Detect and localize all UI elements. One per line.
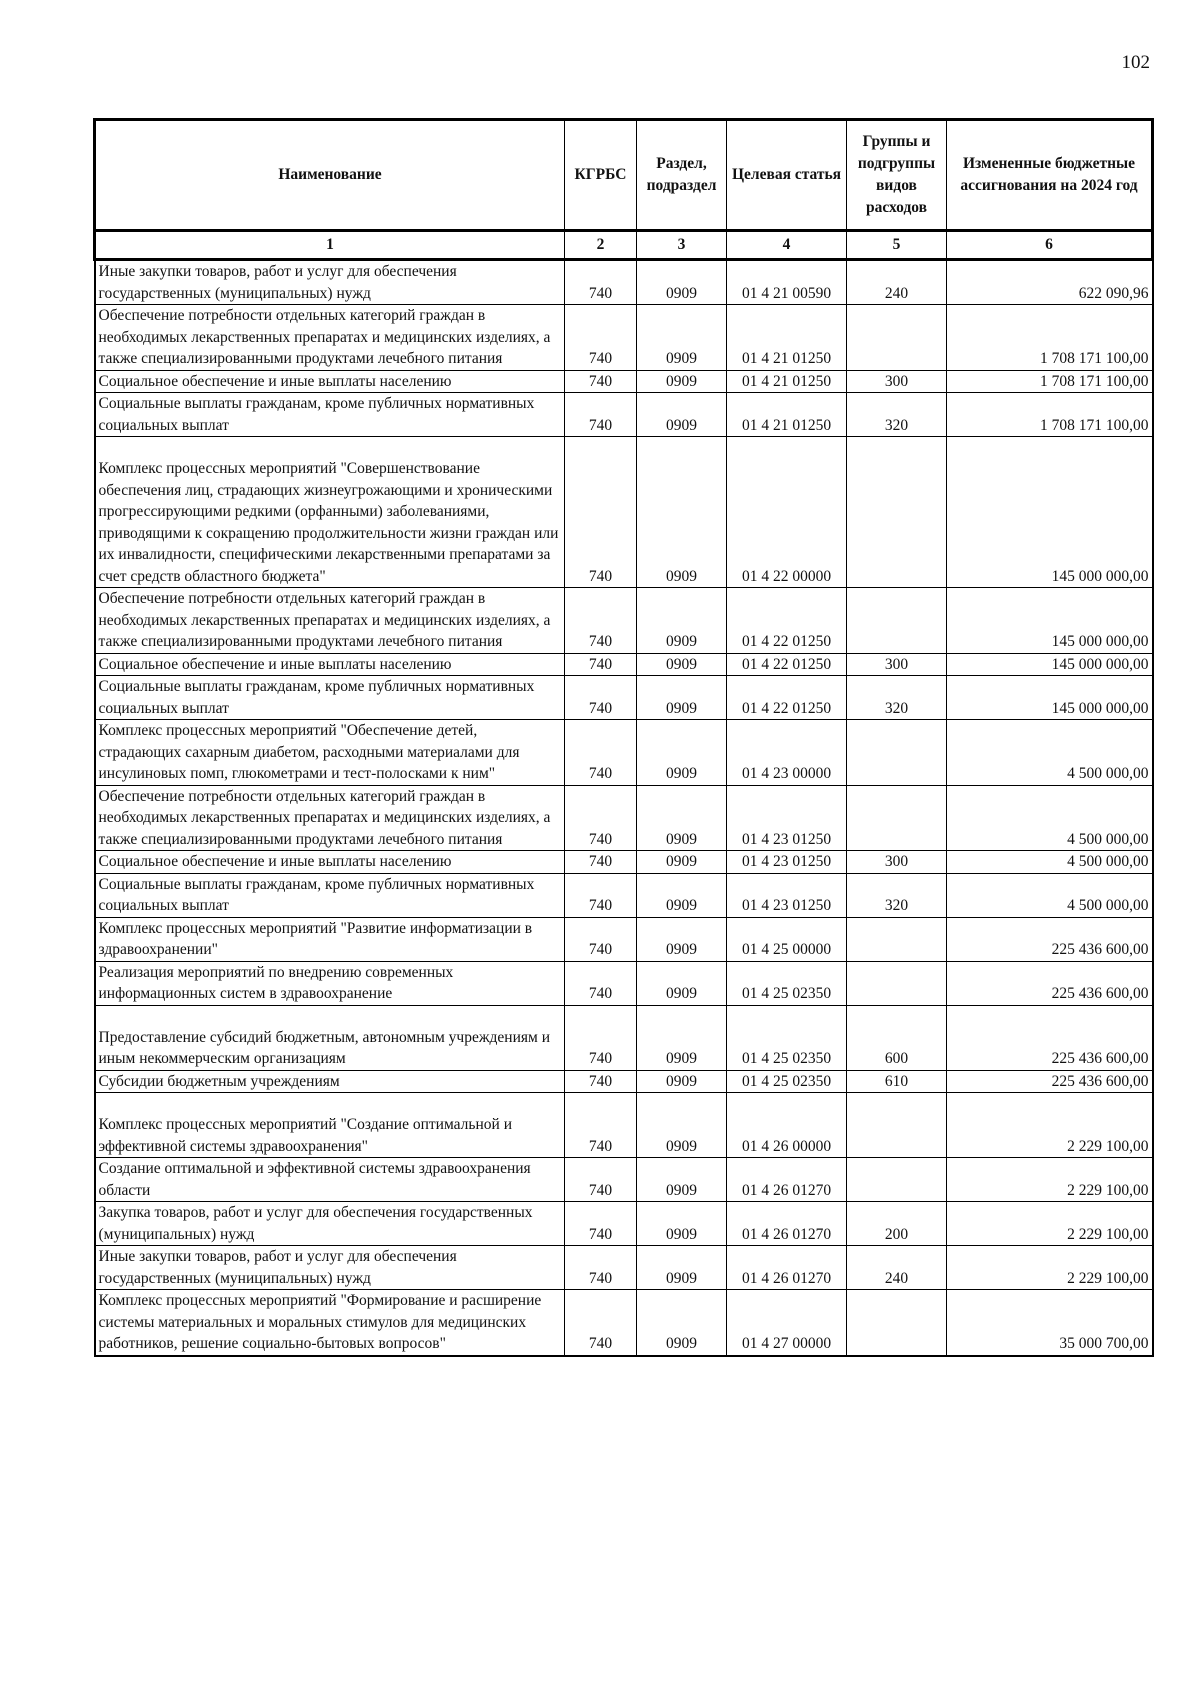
row-amount: 145 000 000,00 [947,676,1153,720]
row-name [95,1005,565,1070]
header-razdel: Раздел, подраздел [637,120,727,231]
row-vid [847,1158,947,1202]
row-amount: 2 229 100,00 [947,1202,1153,1246]
row-vid: 240 [847,1246,947,1290]
row-statya: 01 4 22 00000 [727,437,847,588]
row-kgrbs: 740 [565,917,637,961]
column-number: 4 [727,231,847,260]
row-razdel: 0909 [637,1070,727,1093]
row-name: Социальные выплаты гражданам, кроме публичных нормативных социальных выплат [95,393,565,437]
row-name: Социальное обеспечение и иные выплаты населению [95,851,565,874]
table-row [95,720,1153,786]
row-amount: 2 229 100,00 [947,1093,1153,1158]
budget-table [93,118,1154,1357]
row-statya: 01 4 21 01250 [727,370,847,393]
row-statya: 01 4 21 01250 [727,305,847,371]
column-number: 2 [565,231,637,260]
table-row [95,393,1153,437]
row-amount: 622 090,96 [947,260,1153,305]
header-kgrbs: КГРБС [565,120,637,231]
row-vid [847,961,947,1005]
row-vid: 610 [847,1070,947,1093]
row-kgrbs: 740 [565,873,637,917]
row-name: Обеспечение потребности отдельных категорий граждан в необходимых лекарственных препаратах и медицинских изделиях, а также специализированными продуктами лечебного питания [95,785,565,851]
row-kgrbs: 740 [565,1070,637,1093]
row-amount: 2 229 100,00 [947,1246,1153,1290]
row-statya: 01 4 26 01270 [727,1158,847,1202]
table-row [95,1158,1153,1202]
row-name-text: Комплекс процессных мероприятий "Создание оптимальной и эффективной системы здравоохранения" [98,1116,512,1155]
row-kgrbs: 740 [565,588,637,654]
table-row [95,1290,1153,1356]
header-name: Наименование [95,120,565,231]
table-row [95,588,1153,654]
row-statya: 01 4 23 01250 [727,873,847,917]
spacer [99,1093,562,1114]
row-name: Иные закупки товаров, работ и услуг для обеспечения государственных (муниципальных) нужд [95,1246,565,1290]
row-amount: 4 500 000,00 [947,851,1153,874]
header-vid: Группы и подгруппы видов расходов [847,120,947,231]
table-row [95,305,1153,371]
row-vid: 200 [847,1202,947,1246]
table-row [95,260,1153,305]
row-amount: 35 000 700,00 [947,1290,1153,1356]
table-row [95,653,1153,676]
row-razdel: 0909 [637,1290,727,1356]
row-kgrbs: 740 [565,1202,637,1246]
table-row [95,873,1153,917]
row-kgrbs: 740 [565,676,637,720]
table-row [95,851,1153,874]
row-kgrbs: 740 [565,961,637,1005]
row-amount: 145 000 000,00 [947,437,1153,588]
row-vid: 320 [847,393,947,437]
row-amount: 4 500 000,00 [947,873,1153,917]
row-razdel: 0909 [637,1005,727,1070]
row-amount: 225 436 600,00 [947,1070,1153,1093]
row-vid [847,1290,947,1356]
row-statya: 01 4 23 01250 [727,851,847,874]
row-statya: 01 4 22 01250 [727,588,847,654]
row-razdel: 0909 [637,393,727,437]
row-kgrbs: 740 [565,305,637,371]
row-razdel: 0909 [637,1093,727,1158]
row-name: Реализация мероприятий по внедрению современных информационных систем в здравоохранение [95,961,565,1005]
row-name: Социальные выплаты гражданам, кроме публичных нормативных социальных выплат [95,676,565,720]
row-kgrbs: 740 [565,1158,637,1202]
column-number: 3 [637,231,727,260]
table-row [95,1246,1153,1290]
row-razdel: 0909 [637,588,727,654]
row-amount: 145 000 000,00 [947,653,1153,676]
row-kgrbs: 740 [565,437,637,588]
column-number: 6 [947,231,1153,260]
row-vid: 600 [847,1005,947,1070]
spacer [99,437,562,458]
row-razdel: 0909 [637,437,727,588]
row-statya: 01 4 23 01250 [727,785,847,851]
row-razdel: 0909 [637,851,727,874]
row-name: Социальное обеспечение и иные выплаты населению [95,370,565,393]
table-row [95,917,1153,961]
header-amount: Измененные бюджетные ассигнования на 2024 год [947,120,1153,231]
row-amount: 1 708 171 100,00 [947,393,1153,437]
row-statya: 01 4 26 00000 [727,1093,847,1158]
row-name-text: Предоставление субсидий бюджетным, автономным учреждениям и иным некоммерческим организациям [98,1028,550,1067]
row-name: Субсидии бюджетным учреждениям [95,1070,565,1093]
table-row [95,370,1153,393]
row-name: Иные закупки товаров, работ и услуг для обеспечения государственных (муниципальных) нужд [95,260,565,305]
row-vid [847,917,947,961]
header-row [95,120,1153,231]
spacer [99,1006,562,1027]
header-statya: Целевая статья [727,120,847,231]
row-kgrbs: 740 [565,1290,637,1356]
table-row [95,676,1153,720]
row-vid: 240 [847,260,947,305]
table-row [95,1005,1153,1070]
row-razdel: 0909 [637,917,727,961]
row-amount: 225 436 600,00 [947,961,1153,1005]
row-razdel: 0909 [637,305,727,371]
row-name: Обеспечение потребности отдельных категорий граждан в необходимых лекарственных препаратах и медицинских изделиях, а также специализированными продуктами лечебного питания [95,588,565,654]
column-number-row [95,231,1153,260]
row-statya: 01 4 27 00000 [727,1290,847,1356]
row-kgrbs: 740 [565,653,637,676]
row-statya: 01 4 22 01250 [727,676,847,720]
row-name [95,437,565,588]
row-razdel: 0909 [637,370,727,393]
row-razdel: 0909 [637,873,727,917]
row-statya: 01 4 25 02350 [727,961,847,1005]
row-vid [847,785,947,851]
row-vid: 320 [847,676,947,720]
row-statya: 01 4 26 01270 [727,1202,847,1246]
table-row [95,437,1153,588]
row-name: Закупка товаров, работ и услуг для обеспечения государственных (муниципальных) нужд [95,1202,565,1246]
row-amount: 225 436 600,00 [947,917,1153,961]
row-name: Социальные выплаты гражданам, кроме публичных нормативных социальных выплат [95,873,565,917]
row-kgrbs: 740 [565,370,637,393]
row-razdel: 0909 [637,785,727,851]
table-row [95,785,1153,851]
row-vid: 300 [847,370,947,393]
row-razdel: 0909 [637,653,727,676]
row-name-text: Комплекс процессных мероприятий "Совершенствование обеспечения лиц, страдающих жизнеугрожающими и хроническими прогрессирующими редкими (орфанными) заболеваниями, приводящими к сокращению продолжительности жизни граждан или их инвалидности, специфическими лекарственными препаратами за счет средств областного бюджета" [98,460,559,585]
row-razdel: 0909 [637,1246,727,1290]
row-name [95,1093,565,1158]
row-statya: 01 4 22 01250 [727,653,847,676]
row-vid [847,305,947,371]
row-razdel: 0909 [637,676,727,720]
row-vid [847,720,947,786]
row-name: Обеспечение потребности отдельных категорий граждан в необходимых лекарственных препаратах и медицинских изделиях, а также специализированными продуктами лечебного питания [95,305,565,371]
row-statya: 01 4 25 02350 [727,1005,847,1070]
row-name: Комплекс процессных мероприятий "Обеспечение детей, страдающих сахарным диабетом, расходными материалами для инсулиновых помп, глюкометрами и тест-полосками к ним" [95,720,565,786]
row-vid [847,1093,947,1158]
row-kgrbs: 740 [565,720,637,786]
row-amount: 1 708 171 100,00 [947,305,1153,371]
row-vid: 300 [847,851,947,874]
row-razdel: 0909 [637,260,727,305]
row-vid [847,437,947,588]
row-name: Социальное обеспечение и иные выплаты населению [95,653,565,676]
row-kgrbs: 740 [565,1246,637,1290]
table-row [95,1202,1153,1246]
row-statya: 01 4 26 01270 [727,1246,847,1290]
row-statya: 01 4 23 00000 [727,720,847,786]
row-kgrbs: 740 [565,260,637,305]
row-razdel: 0909 [637,720,727,786]
table-row [95,1070,1153,1093]
row-vid: 320 [847,873,947,917]
row-amount: 225 436 600,00 [947,1005,1153,1070]
row-kgrbs: 740 [565,785,637,851]
row-name: Комплекс процессных мероприятий "Развитие информатизации в здравоохранении" [95,917,565,961]
row-statya: 01 4 21 00590 [727,260,847,305]
row-razdel: 0909 [637,1158,727,1202]
row-vid [847,588,947,654]
row-amount: 1 708 171 100,00 [947,370,1153,393]
row-kgrbs: 740 [565,1005,637,1070]
row-kgrbs: 740 [565,851,637,874]
column-number: 5 [847,231,947,260]
row-razdel: 0909 [637,961,727,1005]
row-statya: 01 4 21 01250 [727,393,847,437]
row-name: Создание оптимальной и эффективной системы здравоохранения области [95,1158,565,1202]
row-amount: 4 500 000,00 [947,785,1153,851]
table-row [95,961,1153,1005]
row-statya: 01 4 25 00000 [727,917,847,961]
column-number: 1 [95,231,565,260]
row-amount: 2 229 100,00 [947,1158,1153,1202]
row-statya: 01 4 25 02350 [727,1070,847,1093]
row-kgrbs: 740 [565,393,637,437]
row-amount: 145 000 000,00 [947,588,1153,654]
row-kgrbs: 740 [565,1093,637,1158]
row-razdel: 0909 [637,1202,727,1246]
table-row [95,1093,1153,1158]
row-vid: 300 [847,653,947,676]
row-amount: 4 500 000,00 [947,720,1153,786]
row-name: Комплекс процессных мероприятий "Формирование и расширение системы материальных и моральных стимулов для медицинских работников, решение социально-бытовых вопросов" [95,1290,565,1356]
page-number: 102 [1121,52,1150,73]
